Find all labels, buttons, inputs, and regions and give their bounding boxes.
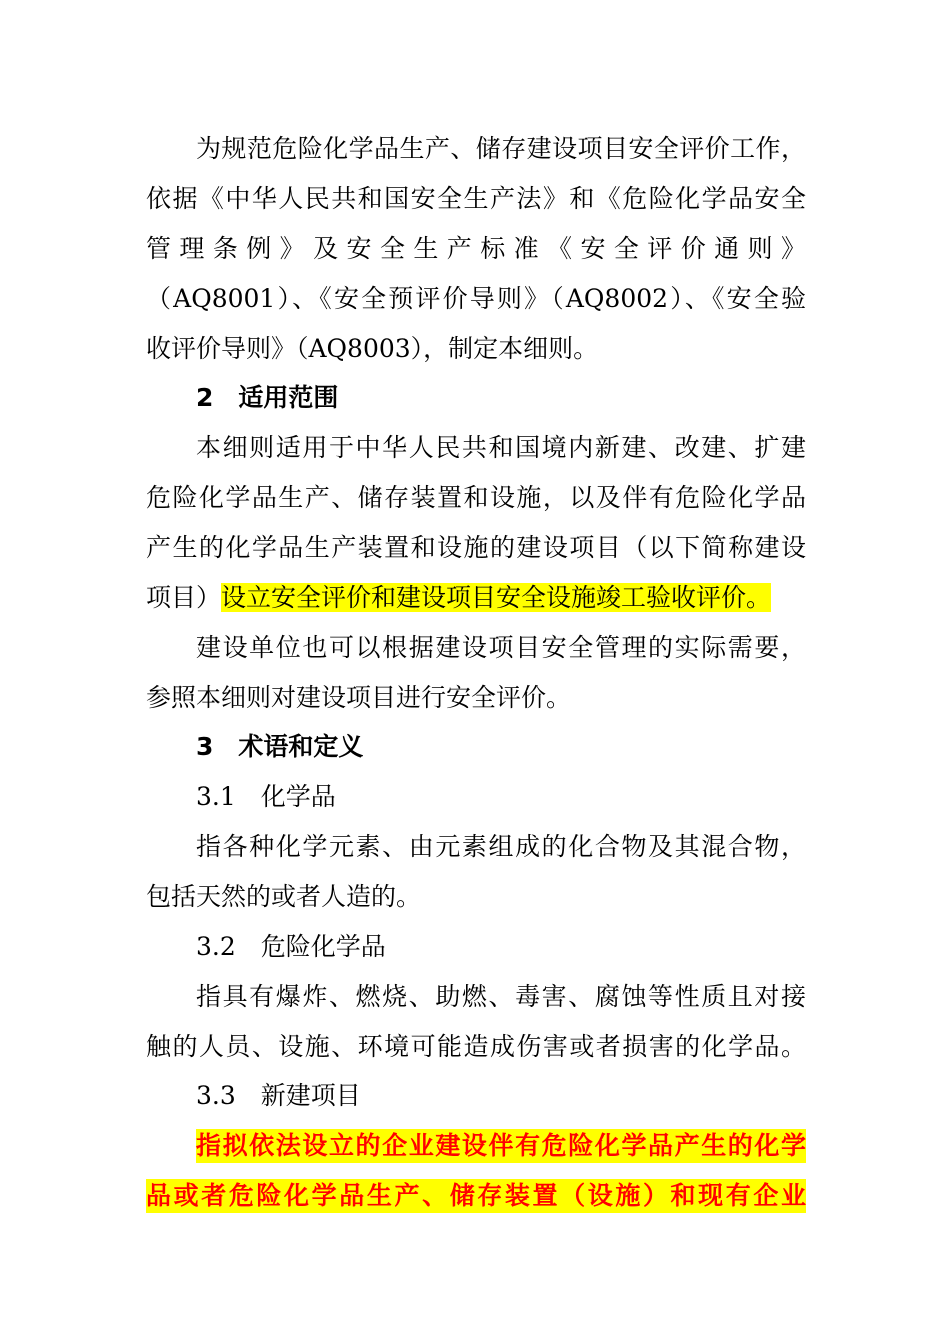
section-heading-2: 2 适用范围 — [196, 383, 339, 412]
subsection-3-1: 3.1 化学品 — [196, 782, 336, 811]
para2-line4-start: 项目） — [146, 583, 222, 612]
subsection-3-3: 3.3 新建项目 — [196, 1081, 361, 1110]
para1-line3: 管理条例》及安全生产标准《安全评价通则》 — [146, 234, 806, 263]
highlighted-text: 设立安全评价和建设项目安全设施竣工验收评价。 — [221, 583, 772, 612]
subsection-3-3-line2: 品或者危险化学品生产、储存装置（设施）和现有企业 — [146, 1179, 806, 1213]
para2-line3: 产生的化学品生产装置和设施的建设项目（以下简称建设 — [146, 533, 806, 562]
para3-line1: 建设单位也可以根据建设项目安全管理的实际需要， — [196, 633, 806, 662]
subsection-3-1-line1: 指各种化学元素、由元素组成的化合物及其混合物， — [196, 832, 806, 861]
para1-line1: 为规范危险化学品生产、储存建设项目安全评价工作， — [196, 134, 806, 163]
para2-line2: 危险化学品生产、储存装置和设施，以及伴有危险化学品 — [146, 483, 806, 512]
para1-line2: 依据《中华人民共和国安全生产法》和《危险化学品安全 — [146, 184, 806, 213]
section-heading-3: 3 术语和定义 — [196, 732, 364, 761]
subsection-3-1-line2: 包括天然的或者人造的。 — [146, 882, 422, 911]
para2-line1: 本细则适用于中华人民共和国境内新建、改建、扩建 — [196, 433, 806, 462]
subsection-3-2-line2: 触的人员、设施、环境可能造成伤害或者损害的化学品。 — [146, 1032, 806, 1061]
para2-line4 — [146, 581, 806, 615]
para3-line2: 参照本细则对建设项目进行安全评价。 — [146, 683, 572, 712]
subsection-3-2: 3.2 危险化学品 — [196, 932, 386, 961]
para1-line4: （AQ8001）、《安全预评价导则》（AQ8002）、《安全验 — [146, 284, 806, 313]
subsection-3-3-line1: 指拟依法设立的企业建设伴有危险化学品产生的化学 — [196, 1129, 806, 1163]
subsection-3-2-line1: 指具有爆炸、燃烧、助燃、毒害、腐蚀等性质且对接 — [196, 982, 806, 1011]
para1-line5: 收评价导则》（AQ8003），制定本细则。 — [146, 334, 599, 363]
